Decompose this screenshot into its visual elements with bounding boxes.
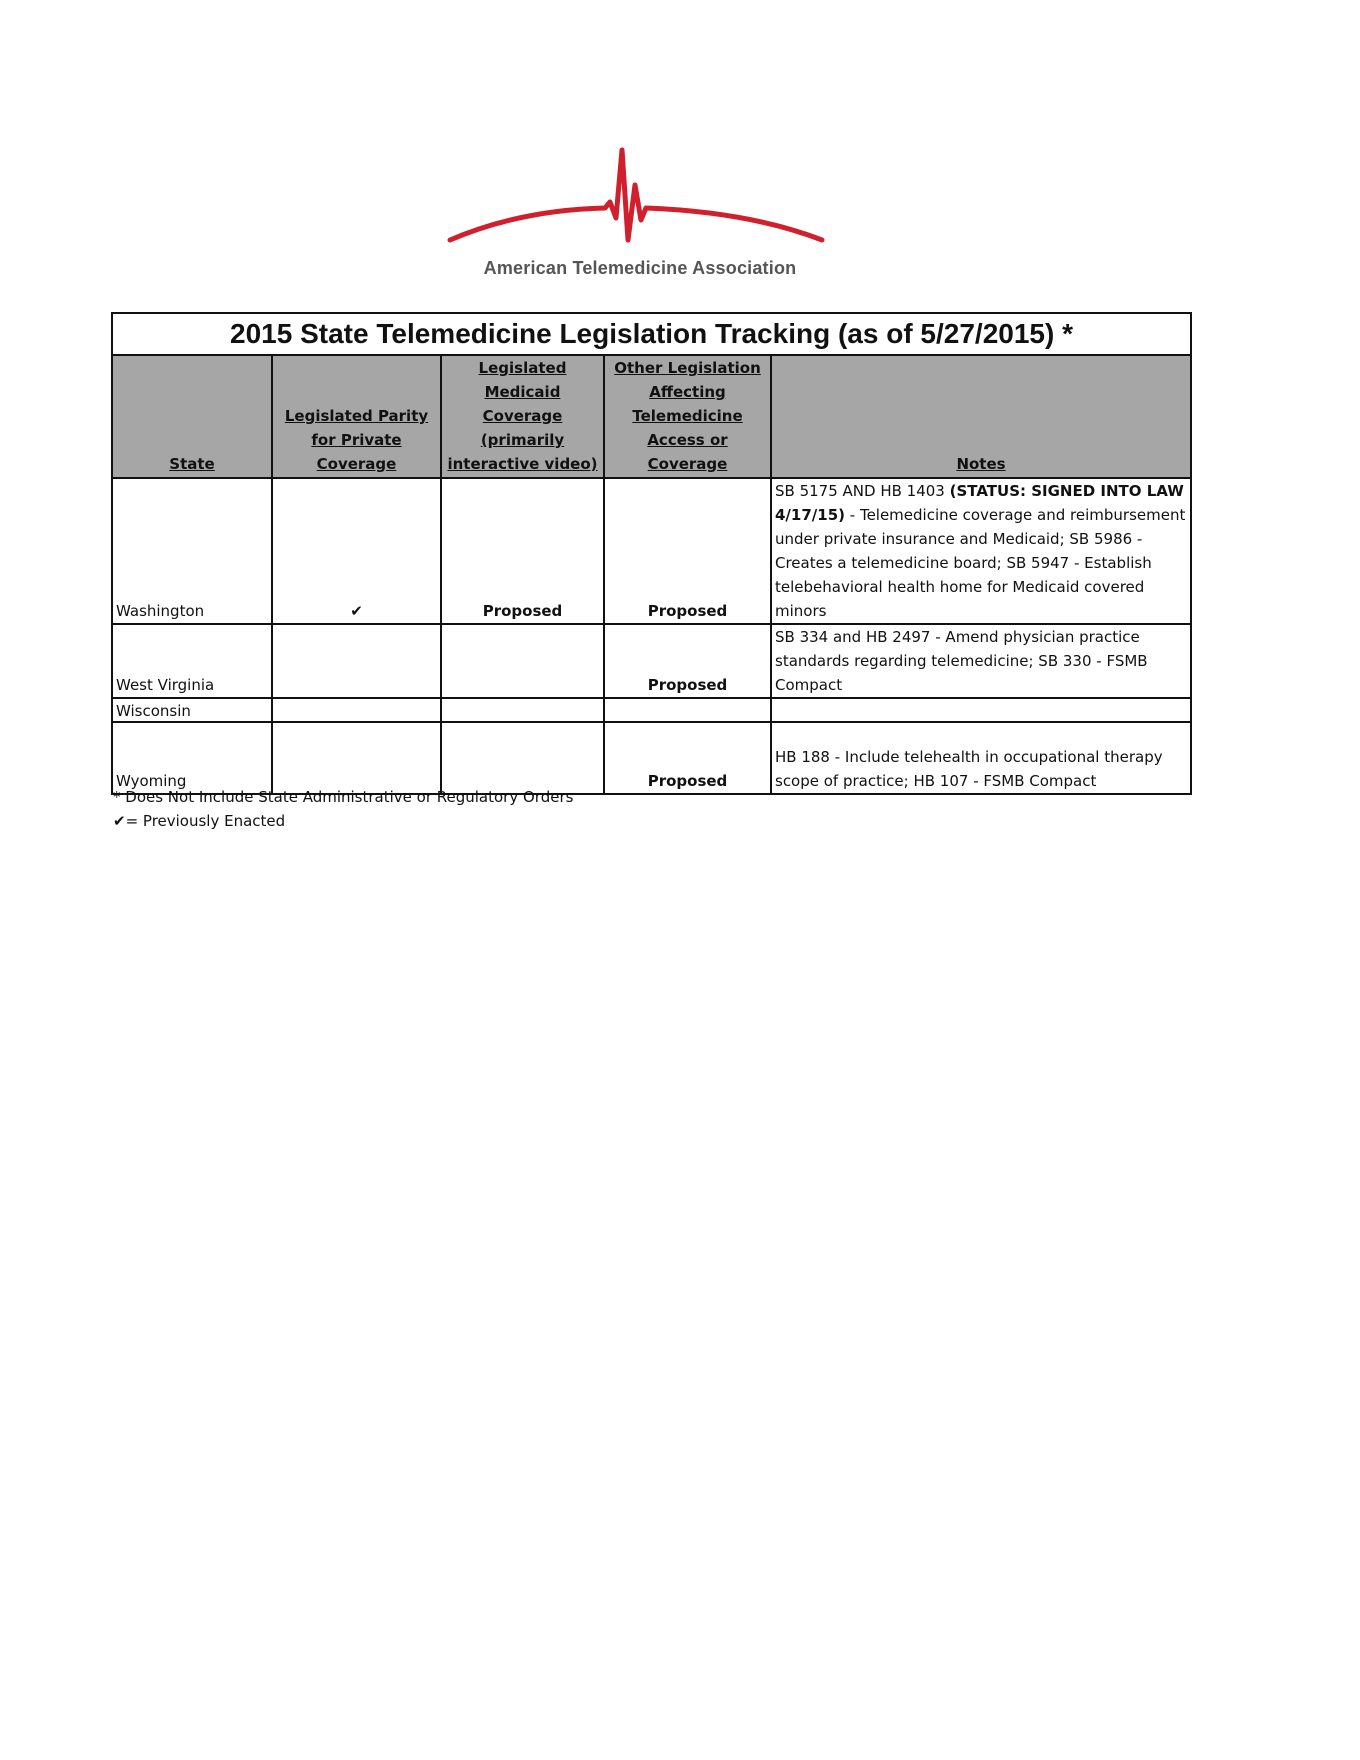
footnote-legend-text: = Previously Enacted: [125, 812, 286, 830]
state-cell: Washington: [112, 478, 272, 624]
heartbeat-arc-icon: [430, 140, 850, 255]
header-other-legislation: Other Legislation Affecting Telemedicine Access or Coverage: [604, 355, 771, 478]
table-row: [112, 722, 1191, 794]
state-cell: West Virginia: [112, 624, 272, 698]
state-cell: Wyoming: [112, 722, 272, 794]
notes-cell: [771, 698, 1191, 722]
header-state: State: [112, 355, 272, 478]
notes-cell: HB 188 - Include telehealth in occupational therapy scope of practice; HB 107 - FSMB Compact: [771, 722, 1191, 794]
medicaid-cell: [441, 624, 604, 698]
logo-name: American Telemedicine Association: [483, 258, 797, 278]
parity-cell: [272, 698, 441, 722]
table-row: [112, 698, 1191, 722]
table-title: 2015 State Telemedicine Legislation Tracking (as of 5/27/2015) *: [112, 313, 1191, 355]
notes-cell: SB 334 and HB 2497 - Amend physician practice standards regarding telemedicine; SB 330 - FSMB Compact: [771, 624, 1191, 698]
footnote-legend: [113, 812, 285, 830]
parity-cell: [272, 624, 441, 698]
parity-cell: [272, 722, 441, 794]
notes-cell: [771, 478, 1191, 624]
check-icon: ✔: [113, 812, 126, 830]
check-icon: ✔: [272, 478, 441, 624]
other-legislation-cell: Proposed: [604, 478, 771, 624]
other-legislation-cell: Proposed: [604, 624, 771, 698]
medicaid-cell: [441, 722, 604, 794]
state-cell: Wisconsin: [112, 698, 272, 722]
medicaid-cell: [441, 698, 604, 722]
notes-text: - Telemedicine coverage and reimbursement under private insurance and Medicaid; SB 5986 - Creates a telemedicine board; SB 5947 - Establish telebehavioral health home for Medicaid covered minors: [775, 506, 1186, 620]
table-row: [112, 478, 1191, 624]
notes-status: (STATUS: SIGNED INTO LAW 4/17/15): [775, 482, 1184, 524]
other-legislation-cell: Proposed: [604, 722, 771, 794]
ata-logo: [430, 140, 850, 290]
notes-text: SB 5175 AND HB 1403: [775, 482, 950, 500]
header-medicaid: Legislated Medicaid Coverage (primarily interactive video): [441, 355, 604, 478]
header-notes: Notes: [771, 355, 1191, 478]
table-row: [112, 624, 1191, 698]
other-legislation-cell: [604, 698, 771, 722]
footnote-asterisk: * Does Not Include State Administrative or Regulatory Orders: [113, 788, 574, 806]
header-parity: Legislated Parity for Private Coverage: [272, 355, 441, 478]
legislation-table: [111, 312, 1192, 795]
medicaid-cell: Proposed: [441, 478, 604, 624]
